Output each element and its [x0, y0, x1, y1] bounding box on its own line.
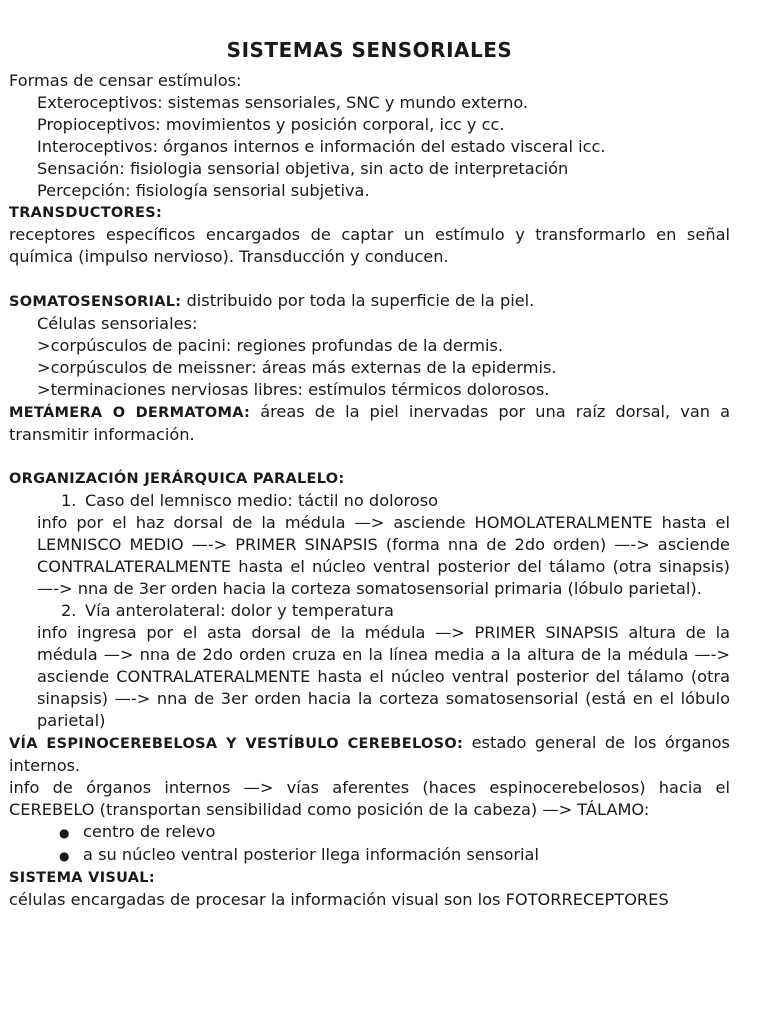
- intro-lead: Formas de censar estímulos:: [9, 71, 242, 90]
- section-heading-somatosensorial: SOMATOSENSORIAL:: [9, 294, 182, 310]
- section-heading-organizacion: ORGANIZACIÓN JERÁRQUICA PARALELO:: [9, 471, 345, 487]
- metamera-paragraph: [9, 401, 730, 446]
- espinocerebelosa-text: estado general de los órganos internos.: [9, 733, 730, 775]
- intro-item: Percepción: fisiología sensorial subjetiva.: [37, 181, 370, 200]
- section-heading-espinocerebelosa: VÍA ESPINOCEREBELOSA Y VESTÍBULO CEREBELOSO:: [9, 736, 464, 752]
- organizacion-item-text: info por el haz dorsal de la médula —> asciende HOMOLATERALMENTE hasta el LEMNISCO MEDIO —-> PRIMER SINAPSIS (forma nna de 2do orden) —-> asciende CONTRALATERALMENTE hasta el núcleo ventral posterior del tálamo (otra sinapsis) —-> nna de 3er orden hacia la corteza somatosensorial primaria (lóbulo parietal).: [37, 513, 730, 598]
- section-heading-transductores: TRANSDUCTORES:: [9, 205, 163, 221]
- intro-item: Propioceptivos: movimientos y posición corporal, icc y cc.: [37, 115, 505, 134]
- section-heading-metamera: METÁMERA O DERMATOMA:: [9, 405, 251, 421]
- section-heading-visual: SISTEMA VISUAL:: [9, 870, 155, 886]
- list-item: ● centro de relevo: [9, 821, 730, 844]
- bullet-icon: ●: [59, 826, 70, 840]
- item-number: 2.: [61, 601, 77, 620]
- somatosensorial-item: >terminaciones nerviosas libres: estímulos térmicos dolorosos.: [37, 380, 550, 399]
- transductores-text: receptores específicos encargados de captar un estímulo y transformarlo en señal química (impulso nervioso). Transducción y conducen.: [9, 225, 730, 266]
- somatosensorial-item: >corpúsculos de meissner: áreas más externas de la epidermis.: [37, 358, 557, 377]
- espinocerebelosa-paragraph: [9, 732, 730, 777]
- organizacion-item-text: info ingresa por el asta dorsal de la médula —> PRIMER SINAPSIS altura de la médula —> nna de 2do orden cruza en la línea media a la altura de la médula —-> asciende CONTRALATERALMENTE hasta el núcleo ventral posterior del tálamo (otra sinapsis) —-> nna de 3er orden hacia la corteza somatosensorial (está en el lóbulo parietal): [37, 623, 730, 730]
- somatosensorial-paragraph: [9, 290, 730, 313]
- visual-text: células encargadas de procesar la información visual son los FOTORRECEPTORES: [9, 890, 669, 909]
- somatosensorial-item: >corpúsculos de pacini: regiones profundas de la dermis.: [37, 336, 504, 355]
- intro-item: Exteroceptivos: sistemas sensoriales, SNC y mundo externo.: [37, 93, 529, 112]
- numbered-item-title: 1. Caso del lemnisco medio: táctil no doloroso: [61, 491, 439, 510]
- somatosensorial-text: distribuido por toda la superficie de la piel.: [181, 291, 535, 310]
- intro-item: Interoceptivos: órganos internos e información del estado visceral icc.: [37, 137, 606, 156]
- list-item: ● a su núcleo ventral posterior llega información sensorial: [9, 844, 730, 867]
- numbered-item-title: 2. Vía anterolateral: dolor y temperatura: [61, 601, 394, 620]
- metamera-text: áreas de la piel inervadas por una raíz dorsal, van a transmitir información.: [9, 402, 730, 444]
- somatosensorial-sub: Células sensoriales:: [37, 314, 198, 333]
- intro-item: Sensación: fisiologia sensorial objetiva, sin acto de interpretación: [37, 159, 569, 178]
- item-number: 1.: [61, 491, 77, 510]
- espinocerebelosa-text2: info de órganos internos —> vías aferentes (haces espinocerebelosos) hacia el CEREBELO (transportan sensibilidad como posición de la cabeza) —> TÁLAMO:: [9, 778, 730, 819]
- page-title: SISTEMAS SENSORIALES: [226, 38, 513, 62]
- bullet-icon: ●: [59, 849, 70, 863]
